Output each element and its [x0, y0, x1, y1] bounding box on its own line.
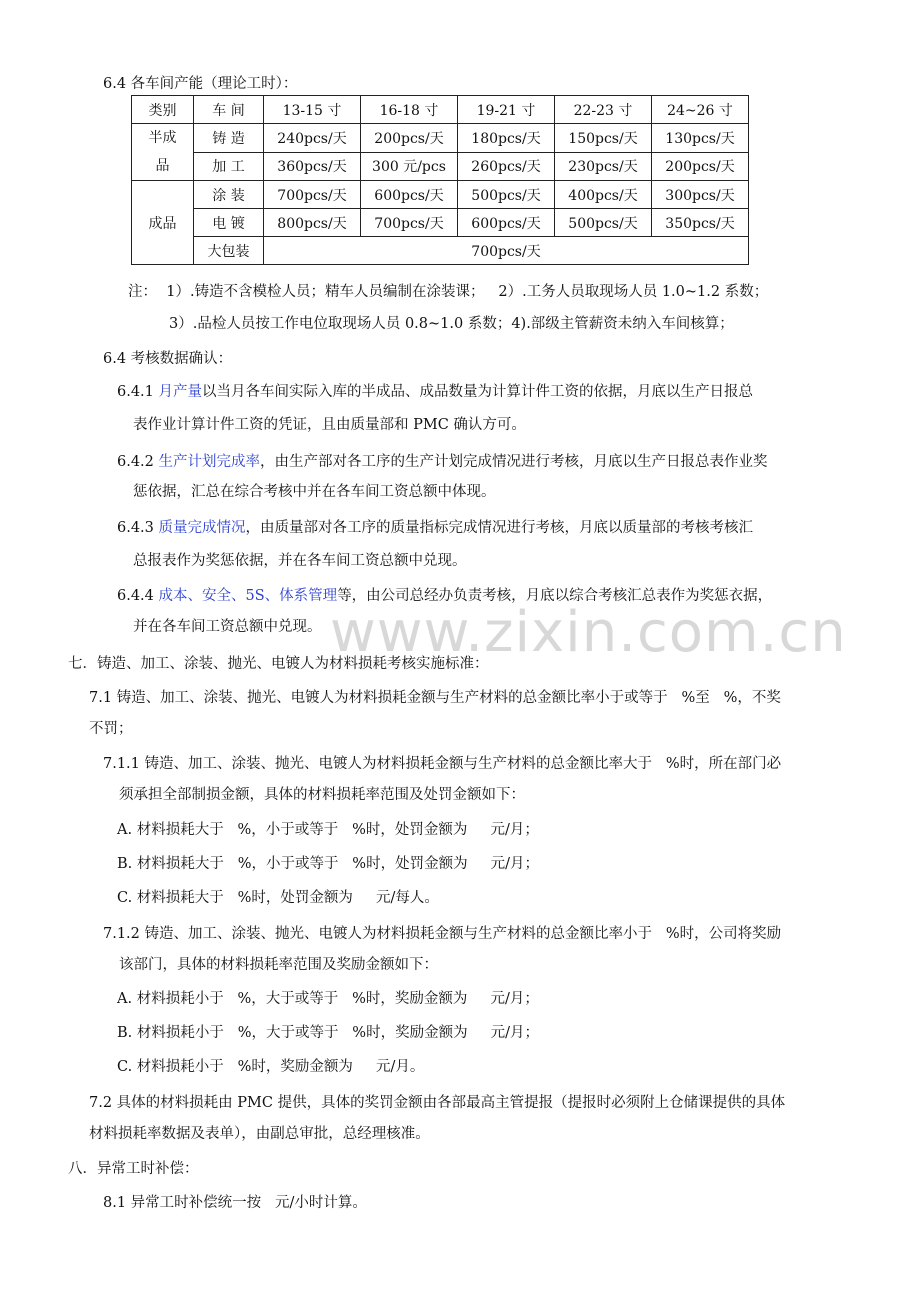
item-7-1-1-b: B. 材料损耗大于 %，小于或等于 %时，处罚金额为 元/月；	[117, 856, 540, 872]
table-cell: 600pcs/天	[361, 181, 458, 209]
item-text: ，由生产部对各工序的生产计划完成情况进行考核，月底以生产日报总表作业奖	[260, 454, 768, 470]
header-cell: 车 间	[194, 96, 264, 124]
workshop-cell: 加 工	[194, 152, 264, 181]
section-6-4-confirm-title: 6.4 考核数据确认：	[103, 351, 233, 367]
item-6-4-3-cont: 总报表作为奖惩依据，并在各车间工资总额中兑现。	[133, 553, 467, 569]
table-cell: 200pcs/天	[652, 152, 749, 181]
table-cell: 700pcs/天	[361, 209, 458, 237]
item-7-1-1-cont: 须承担全部制损金额，具体的材料损耗率范围及处罚金额如下：	[119, 787, 525, 803]
table-cell: 400pcs/天	[555, 181, 652, 209]
table-cell: 350pcs/天	[652, 209, 749, 237]
section-7-title: 七．铸造、加工、涂装、抛光、电镀人为材料损耗考核实施标准：	[68, 656, 489, 672]
table-row	[132, 124, 749, 153]
table-cell: 700pcs/天	[264, 237, 749, 265]
capacity-table	[131, 95, 749, 265]
section-6-4-title: 6.4 各车间产能（理论工时）：	[103, 76, 298, 92]
workshop-cell: 大包装	[194, 237, 264, 265]
workshop-cell: 涂 装	[194, 181, 264, 209]
table-header-row	[132, 96, 749, 124]
table-row	[132, 209, 749, 237]
table-row	[132, 152, 749, 181]
table-cell: 500pcs/天	[458, 181, 555, 209]
table-cell: 230pcs/天	[555, 152, 652, 181]
table-cell: 130pcs/天	[652, 124, 749, 153]
table-cell: 500pcs/天	[555, 209, 652, 237]
item-7-2: 7.2 具体的材料损耗由 PMC 提供，具体的奖罚金额由各部最高主管提报（提报时必须附上仓储课提供的具体	[89, 1095, 786, 1111]
table-row	[132, 181, 749, 209]
item-6-4-2-cont: 惩依据，汇总在综合考核中并在各车间工资总额中体现。	[133, 484, 496, 500]
note-line-2: 3）.品检人员按工作电位取现场人员 0.8~1.0 系数；4).部级主管薪资未纳入车间核算；	[169, 316, 734, 332]
note-line-1: 注： 1）.铸造不含模检人员；精车人员编制在涂装课； 2）.工务人员取现场人员 1.0~1.2 系数；	[128, 284, 769, 300]
table-cell: 600pcs/天	[458, 209, 555, 237]
item-7-2-cont: 材料损耗率数据及表单），由副总审批，总经理核准。	[89, 1126, 430, 1142]
item-6-4-1	[117, 380, 753, 401]
header-cell: 13-15 寸	[264, 96, 361, 124]
header-cell: 24~26 寸	[652, 96, 749, 124]
item-7-1-2: 7.1.2 铸造、加工、涂装、抛光、电镀人为材料损耗金额与生产材料的总金额比率小于 %时，公司将奖励	[103, 926, 782, 942]
item-7-1-1: 7.1.1 铸造、加工、涂装、抛光、电镀人为材料损耗金额与生产材料的总金额比率大于 %时，所在部门必	[103, 756, 782, 772]
item-number: 6.4.2	[117, 454, 159, 470]
header-cell: 22-23 寸	[555, 96, 652, 124]
table-cell: 260pcs/天	[458, 152, 555, 181]
item-text: 等，由公司总经办负责考核，月底以综合考核汇总表作为奖惩衣据，	[337, 588, 773, 604]
workshop-cell: 电 镀	[194, 209, 264, 237]
item-7-1-2-b: B. 材料损耗小于 %，大于或等于 %时，奖励金额为 元/月；	[117, 1025, 540, 1041]
item-number: 6.4.3	[117, 520, 159, 536]
item-6-4-4-cont: 并在各车间工资总额中兑现。	[133, 619, 322, 635]
item-text: 以当月各车间实际入库的半成品、成品数量为计算计件工资的依据，月底以生产日报总	[202, 384, 754, 400]
workshop-cell: 铸 造	[194, 124, 264, 153]
item-6-4-1-cont: 表作业计算计件工资的凭证，且由质量部和 PMC 确认方可。	[133, 417, 526, 433]
header-cell: 19-21 寸	[458, 96, 555, 124]
table-row	[132, 237, 749, 265]
header-cell: 类别	[132, 96, 194, 124]
item-number: 6.4.4	[117, 588, 159, 604]
item-6-4-2	[117, 450, 768, 471]
item-7-1-1-c: C. 材料损耗大于 %时，处罚金额为 元/每人。	[117, 890, 439, 906]
item-6-4-3	[117, 516, 753, 537]
item-keyword: 月产量	[158, 384, 203, 400]
table-cell: 200pcs/天	[361, 124, 458, 153]
item-number: 6.4.1	[117, 384, 159, 400]
item-8-1: 8.1 异常工时补偿统一按 元/小时计算。	[103, 1195, 367, 1211]
item-keyword: 成本、安全、5S、体系管理	[158, 588, 338, 604]
section-8-title: 八．异常工时补偿：	[68, 1161, 199, 1177]
item-7-1-2-a: A. 材料损耗小于 %，大于或等于 %时，奖励金额为 元/月；	[117, 991, 539, 1007]
table-cell: 300pcs/天	[652, 181, 749, 209]
group-cell-semi: 半成品	[132, 124, 194, 181]
header-cell: 16-18 寸	[361, 96, 458, 124]
item-7-1-1-a: A. 材料损耗大于 %，小于或等于 %时，处罚金额为 元/月；	[117, 822, 539, 838]
item-7-1-2-c: C. 材料损耗小于 %时，奖励金额为 元/月。	[117, 1059, 425, 1075]
table-cell: 360pcs/天	[264, 152, 361, 181]
table-cell: 240pcs/天	[264, 124, 361, 153]
watermark: www.zixin.com.cn	[330, 600, 847, 665]
item-7-1: 7.1 铸造、加工、涂装、抛光、电镀人为材料损耗金额与生产材料的总金额比率小于或等于 %至 %，不奖	[89, 690, 781, 706]
item-7-1-cont: 不罚；	[89, 721, 133, 737]
item-keyword: 质量完成情况	[158, 520, 246, 536]
group-cell-finished: 成品	[132, 181, 194, 265]
table-cell: 300 元/pcs	[361, 152, 458, 181]
table-cell: 700pcs/天	[264, 181, 361, 209]
table-cell: 150pcs/天	[555, 124, 652, 153]
table-cell: 180pcs/天	[458, 124, 555, 153]
item-7-1-2-cont: 该部门，具体的材料损耗率范围及奖励金额如下：	[119, 957, 438, 973]
item-6-4-4	[117, 584, 772, 605]
item-keyword: 生产计划完成率	[158, 454, 261, 470]
table-cell: 800pcs/天	[264, 209, 361, 237]
item-text: ，由质量部对各工序的质量指标完成情况进行考核，月底以质量部的考核考核汇	[245, 520, 754, 536]
